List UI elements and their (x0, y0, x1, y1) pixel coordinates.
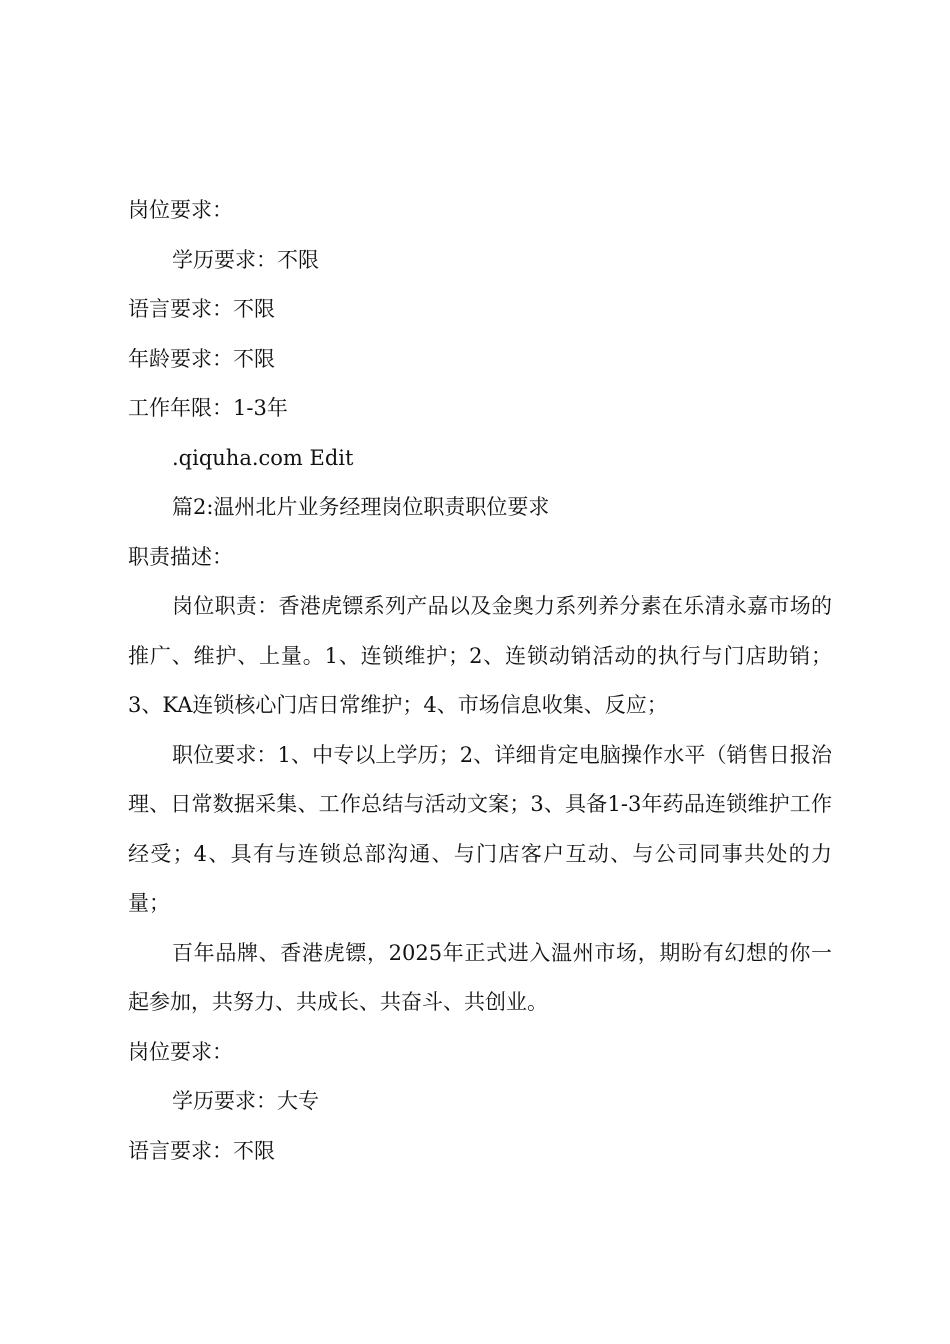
job-requirements-paragraph: 职位要求：1、中专以上学历；2、详细肯定电脑操作水平（销售日报治理、日常数据采集、工作总结与活动文案；3、具备1-3年药品连锁维护工作经受；4、具有与连锁总部沟通、与门店客户互动、与公司同事共处的力量； (128, 742, 832, 915)
language-requirement: 语言要求：不限 (128, 297, 275, 321)
company-intro-paragraph: 百年品牌、香港虎镖，2025年正式进入温州市场，期盼有幻想的你一起参加，共努力、共成长、共奋斗、共创业。 (128, 940, 832, 1014)
duties-paragraph: 岗位职责：香港虎镖系列产品以及金奥力系列养分素在乐清永嘉市场的推广、维护、上量。1、连锁维护；2、连锁动销活动的执行与门店助销；3、KA连锁核心门店日常维护；4、市场信息收集、反应； (128, 594, 832, 717)
section-heading-requirements: 岗位要求： (128, 198, 233, 222)
education-requirement-2: 学历要求：大专 (172, 1089, 319, 1113)
document-body (128, 186, 832, 1176)
education-requirement: 学历要求：不限 (172, 247, 319, 272)
article-title: 篇2:温州北片业务经理岗位职责职位要求 (172, 495, 550, 519)
language-requirement-2: 语言要求：不限 (128, 1138, 275, 1163)
work-experience-requirement: 工作年限：1-3年 (128, 396, 288, 420)
source-note: .qiquha.com Edit (172, 445, 354, 470)
age-requirement: 年龄要求：不限 (128, 346, 275, 371)
section-heading-requirements-2: 岗位要求： (128, 1039, 233, 1064)
section-heading-duties: 职责描述： (128, 544, 233, 569)
